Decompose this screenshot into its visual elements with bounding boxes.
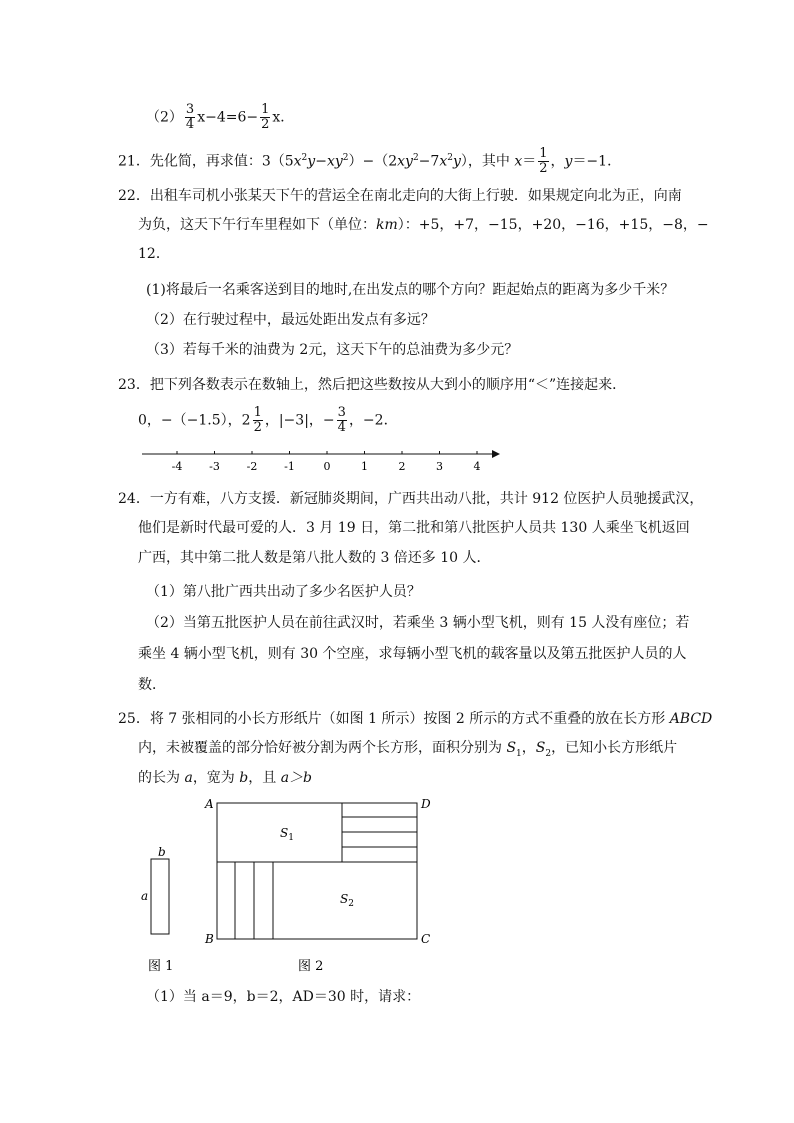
- q20-equation-suffix: x．: [272, 109, 295, 126]
- q22-text: 为负，这天下午行车里程如下（单位：: [138, 217, 376, 233]
- frac-numerator: 1: [539, 146, 548, 161]
- caption-figure-1: 图 1: [148, 959, 174, 974]
- q21-text: 21．先化简，再求值：3（5: [118, 153, 294, 170]
- var-x: x: [514, 153, 523, 170]
- vertex-B: B: [205, 932, 214, 946]
- q20-equation-middle: x−4=6−: [197, 109, 259, 126]
- equals: ＝: [522, 153, 537, 170]
- label-a: a: [141, 889, 149, 903]
- label-b: b: [158, 845, 166, 859]
- vertex-D: D: [421, 797, 431, 811]
- figure-1: [141, 845, 173, 974]
- q25-text: ，宽为: [192, 770, 240, 786]
- frac-numerator: 3: [337, 405, 346, 420]
- var-S: S: [535, 740, 546, 756]
- label-S2: [340, 892, 354, 909]
- subscript: 2: [545, 748, 552, 759]
- q25-text: ，已知小长方形纸片: [551, 740, 678, 756]
- inequality: a＞b: [280, 770, 312, 786]
- frac-denominator: 2: [261, 117, 270, 132]
- exp: 2: [412, 152, 419, 163]
- fraction-1-2: [253, 406, 263, 435]
- small-rectangle: [151, 859, 169, 934]
- q22-values: ）：+5，+7，−15，+20，−16，+15，−8，−: [397, 217, 709, 233]
- q25-text: ，且: [248, 770, 281, 786]
- number-line-label: 1: [361, 460, 368, 473]
- q24-sub2-line3: 数．: [138, 677, 166, 693]
- frac-numerator: 1: [253, 405, 262, 420]
- frac-numerator: 1: [261, 102, 270, 117]
- var-y: y: [564, 153, 573, 170]
- q22-line1: 22．出租车司机小张某天下午的营运全在南北走向的大街上行驶．如果规定向北为正，向南: [118, 188, 682, 204]
- figure-2: [204, 797, 431, 974]
- q24-line1: 24．一方有难，八方支援．新冠肺炎期间，广西共出动八批，共计 912 位医护人员驰援武汉，: [118, 491, 704, 507]
- q22-sub2: （2）在行驶过程中，最远处距出发点有多远？: [146, 312, 435, 328]
- q21-text: ）−（2: [348, 153, 398, 170]
- q24-sub2-line1: （2）当第五批医护人员在前往武汉时，若乘坐 3 辆小型飞机，则有 15 人没有座位；若: [146, 615, 690, 631]
- number-line-label: -2: [246, 460, 258, 473]
- q25-text: 内，未被覆盖的部分恰好被分割为两个长方形，面积分别为: [138, 740, 507, 756]
- q24-line3: 广西，其中第二批人数是第八批人数的 3 倍还多 10 人．: [138, 550, 491, 566]
- minus: −: [315, 153, 327, 170]
- S-subscript: 2: [348, 899, 354, 909]
- number-line-label: -1: [284, 460, 295, 473]
- fraction-3-4: [337, 406, 347, 435]
- q23-text: 0，−（−1.5），: [138, 412, 242, 429]
- frac-numerator: 3: [185, 102, 195, 117]
- q23-text: ，−2．: [348, 412, 398, 429]
- q22-line3: 12．: [138, 246, 170, 262]
- q24-sub2-line2: 乘坐 4 辆小型飞机，则有 30 个空座，求每辆小型飞机的载客量以及第五批医护人员的人: [138, 646, 687, 662]
- rectangle-ABCD: [217, 803, 417, 939]
- frac-denominator: 4: [337, 420, 346, 435]
- frac-denominator: 2: [539, 161, 548, 176]
- fraction-1-2: [538, 147, 548, 176]
- q21-text: −7: [418, 153, 440, 170]
- var-y: y: [452, 153, 461, 170]
- q23-numbers: [138, 406, 398, 435]
- var-S: S: [506, 740, 517, 756]
- exp: 2: [447, 152, 453, 163]
- fraction-1-2: [260, 103, 270, 132]
- q20-part2-prefix: （2）: [146, 109, 183, 126]
- q21-text: ＝−1．: [572, 153, 622, 170]
- q20-part2: [146, 103, 294, 132]
- var-xy: xy: [397, 153, 413, 170]
- q22-line2: [138, 215, 709, 235]
- number-line-label: 4: [473, 460, 481, 473]
- q24-line2: 他们是新时代最可爱的人．3 月 19 日，第二批和第八批医护人员共 130 人乘坐飞机返回: [138, 520, 690, 536]
- number-line-label: 0: [323, 460, 331, 473]
- q25-sub1: （1）当 a＝9，b＝2，AD＝30 时，请求：: [146, 989, 421, 1005]
- q25-text: 25．将 7 张相同的小长方形纸片（如图 1 所示）按图 2 所示的方式不重叠的放在长方形: [118, 711, 670, 727]
- var-x: x: [293, 153, 302, 170]
- number-line-label: -3: [209, 460, 220, 473]
- vertex-A: A: [205, 797, 214, 811]
- unit-km: km: [376, 217, 398, 233]
- subscript: 1: [516, 748, 522, 759]
- var-b: b: [239, 770, 249, 786]
- fraction-3-4: [185, 103, 195, 132]
- figures: [130, 792, 450, 984]
- number-line-label: 2: [398, 460, 406, 473]
- label-S1: [280, 826, 294, 843]
- number-line-label: 3: [436, 460, 443, 473]
- frac-denominator: 2: [253, 420, 262, 435]
- q21-line: [118, 147, 621, 176]
- q25-line1: [118, 709, 712, 729]
- var-x: x: [439, 153, 448, 170]
- number-line: [130, 440, 510, 480]
- S-letter: S: [280, 826, 289, 840]
- arrow-right-icon: [492, 450, 500, 458]
- mixed-whole: 2: [241, 412, 251, 429]
- var-y: y: [307, 153, 316, 170]
- var-xy: xy: [326, 153, 343, 170]
- q23-text: ，|−3|，−: [264, 412, 335, 429]
- exp: 2: [301, 152, 308, 163]
- frac-denominator: 4: [185, 117, 195, 132]
- var-a: a: [184, 770, 193, 786]
- q25-line2: [138, 738, 677, 764]
- q23-line1: 23．把下列各数表示在数轴上，然后把这些数按从大到小的顺序用“＜”连接起来．: [118, 377, 627, 393]
- q25-text: 的长为: [138, 770, 185, 786]
- number-line-label: -4: [171, 460, 183, 473]
- S-letter: S: [340, 892, 349, 906]
- comma: ，: [521, 740, 536, 756]
- caption-figure-2: 图 2: [298, 959, 324, 974]
- vertex-C: C: [421, 932, 431, 946]
- q22-sub3: （3）若每千米的油费为 2元，这天下午的总油费为多少元？: [146, 342, 519, 358]
- q22-sub1: (1)将最后一名乘客送到目的地时,在出发点的哪个方向？距起始点的距离为多少千米？: [146, 282, 675, 298]
- q21-text: ），其中: [460, 153, 515, 170]
- rect-name: ABCD: [669, 711, 713, 727]
- exp: 2: [342, 152, 349, 163]
- comma: ，: [550, 153, 565, 170]
- q24-sub1: （1）第八批广西共出动了多少名医护人员？: [146, 584, 421, 600]
- S-subscript: 1: [288, 833, 294, 843]
- q25-line3: [138, 768, 312, 788]
